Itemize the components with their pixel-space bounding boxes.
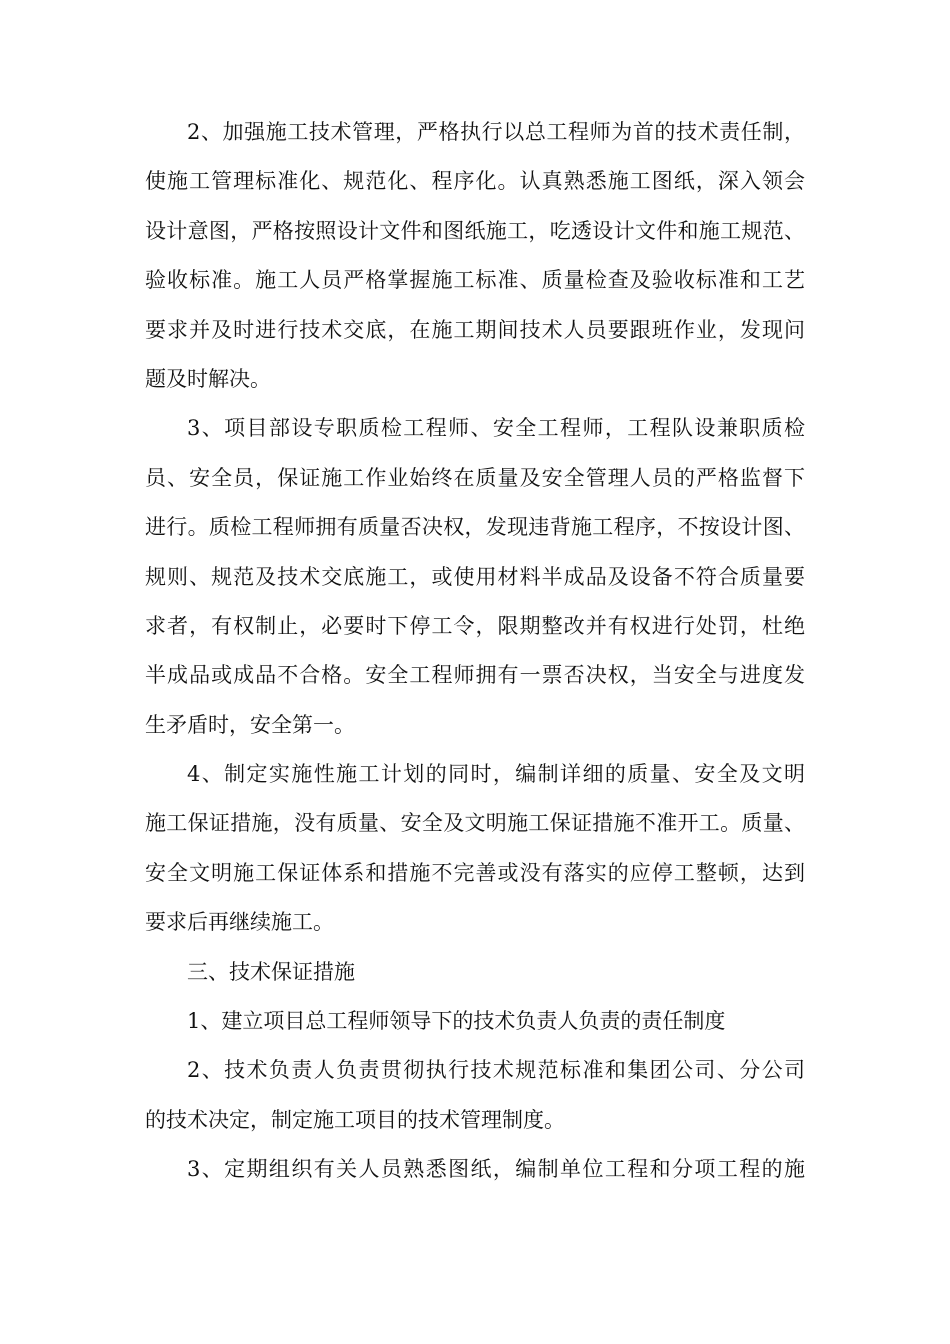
paragraph-3-line-7: 生矛盾时，安全第一。 — [145, 712, 355, 737]
item-2-line-2: 的技术决定，制定施工项目的技术管理制度。 — [145, 1107, 565, 1132]
item-3-line-1: 3、定期组织有关人员熟悉图纸，编制单位工程和分项工程的施 — [187, 1157, 805, 1182]
paragraph-3-line-2: 员、安全员，保证施工作业始终在质量及安全管理人员的严格监督下 — [145, 465, 805, 490]
paragraph-3-line-1: 3、项目部设专职质检工程师、安全工程师，工程队设兼职质检 — [187, 416, 805, 441]
paragraph-4-line-1: 4、制定实施性施工计划的同时，编制详细的质量、安全及文明 — [187, 762, 805, 787]
paragraph-2-line-2: 使施工管理标准化、规范化、程序化。认真熟悉施工图纸，深入领会 — [145, 169, 805, 194]
section-heading-technical-measures: 三、技术保证措施 — [187, 959, 355, 984]
paragraph-4-line-4: 要求后再继续施工。 — [145, 910, 334, 935]
item-1-line-1: 1、建立项目总工程师领导下的技术负责人负责的责任制度 — [187, 1009, 726, 1034]
paragraph-3-line-3: 进行。质检工程师拥有质量否决权，发现违背施工程序，不按设计图、 — [145, 515, 805, 540]
paragraph-4-line-2: 施工保证措施，没有质量、安全及文明施工保证措施不准开工。质量、 — [145, 811, 805, 836]
paragraph-2-line-4: 验收标准。施工人员严格掌握施工标准、质量检查及验收标准和工艺 — [145, 268, 805, 293]
paragraph-2-line-1: 2、加强施工技术管理，严格执行以总工程师为首的技术责任制， — [187, 120, 805, 144]
item-2-line-1: 2、技术负责人负责贯彻执行技术规范标准和集团公司、分公司 — [187, 1058, 805, 1083]
paragraph-3-line-4: 规则、规范及技术交底施工，或使用材料半成品及设备不符合质量要 — [145, 564, 805, 589]
paragraph-2-line-3: 设计意图，严格按照设计文件和图纸施工，吃透设计文件和施工规范、 — [145, 218, 805, 243]
paragraph-3-line-5: 求者，有权制止，必要时下停工令，限期整改并有权进行处罚，杜绝 — [145, 613, 805, 638]
paragraph-2-line-5: 要求并及时进行技术交底，在施工期间技术人员要跟班作业，发现问 — [145, 317, 805, 342]
paragraph-3-line-6: 半成品或成品不合格。安全工程师拥有一票否决权，当安全与进度发 — [145, 663, 805, 688]
paragraph-4-line-3: 安全文明施工保证体系和措施不完善或没有落实的应停工整顿，达到 — [145, 860, 805, 885]
paragraph-2-line-6: 题及时解决。 — [145, 366, 271, 391]
document-page — [145, 108, 805, 1195]
